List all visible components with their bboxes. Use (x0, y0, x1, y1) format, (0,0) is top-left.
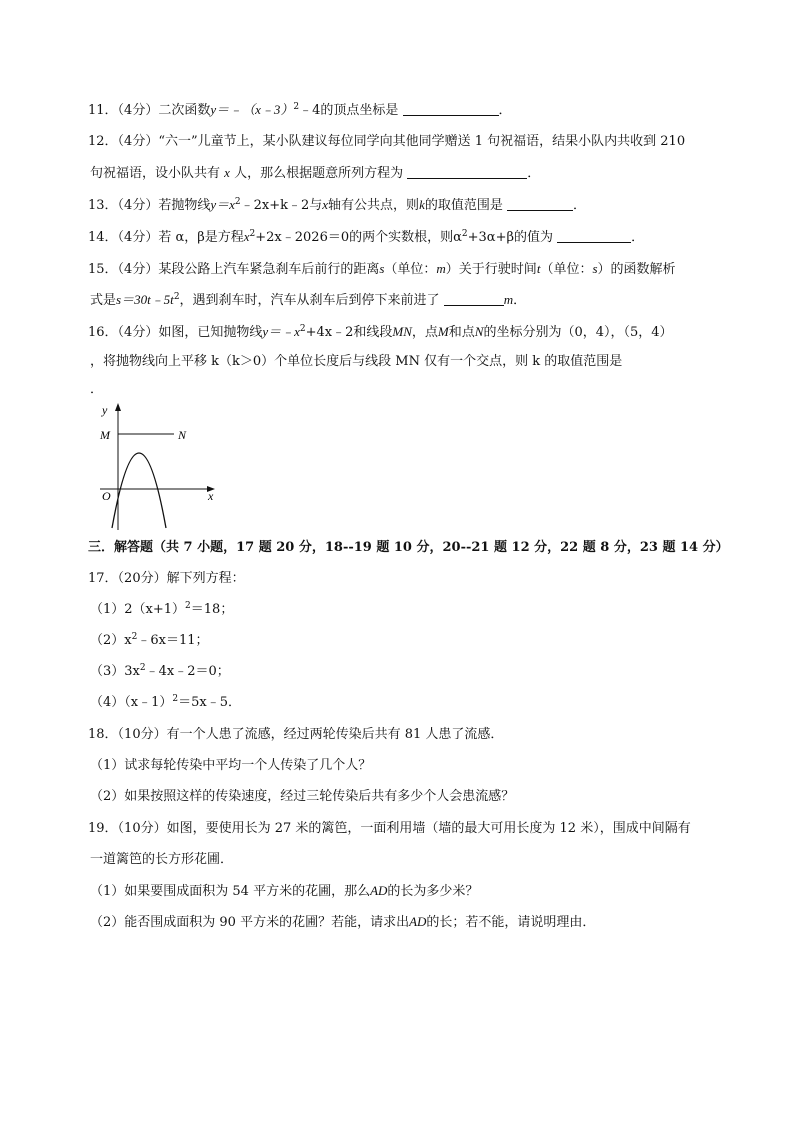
q15-answer-blank[interactable] (444, 293, 504, 306)
q19-part-2 (90, 913, 595, 932)
question-16-line2: ，将抛物线向上平移 k（k＞0）个单位长度后与线段 MN 仅有一个交点，则 k 的取值范围是 (90, 354, 623, 369)
q14-end: ． (631, 230, 645, 245)
q14-expr-d: +3α+β的值为 (467, 230, 553, 245)
q17-p1-exp: 2 (185, 601, 191, 611)
q19-p2-b: 的长；若不能，请说明理由． (426, 915, 596, 930)
q12-text-a: 句祝福语，设小队共有 (90, 166, 221, 181)
q12-answer-blank[interactable] (407, 166, 527, 179)
q13-x: x (322, 197, 329, 212)
q15-m: m (436, 261, 446, 276)
q14-expr-b: +2x﹣2026＝0的两个实数根，则 (255, 230, 454, 245)
parabola-figure (92, 400, 222, 535)
q17-p1-a: （1）2（x+1） (90, 602, 186, 617)
q18-part-2: （2）如果按照这样的传染速度，经过三轮传染后共有多少个人会患流感？ (90, 789, 515, 804)
q14-exp: 2 (249, 229, 256, 239)
q19-p1-a: （1）如果要围成面积为 54 平方米的花圃，那么 (90, 884, 371, 899)
question-16-line3: ． (90, 382, 104, 397)
q12-end: ． (527, 166, 541, 181)
q19-p1-b: 的长为多少米？ (387, 884, 479, 899)
question-12-line1: 12．（4分）“六一”儿童节上，某小队建议每位同学向其他同学赠送 1 句祝福语，结果小队内共收到 210 (88, 134, 686, 149)
q17-p3-b: ﹣4x﹣2＝0； (145, 664, 230, 679)
q11-end: ． (498, 103, 512, 118)
question-15-line2 (90, 291, 526, 310)
q13-suffix: 的取值范围是 (424, 198, 503, 213)
question-11 (88, 101, 512, 120)
q16-exp: 2 (299, 324, 306, 334)
y-axis-arrow (115, 403, 121, 411)
q12-var: x (224, 165, 230, 180)
q14-prefix: 14．（4分）若 α，β是方程 (88, 230, 244, 245)
y-label: y (102, 403, 108, 417)
question-17-title: 17．（20分）解下列方程： (88, 571, 245, 586)
q16-n: N (474, 324, 484, 339)
x-label: x (208, 489, 214, 503)
q19-p1-ad: AD (370, 883, 388, 898)
q19-part-1 (90, 882, 478, 901)
q13-end: ． (573, 198, 587, 213)
parabola-curve (112, 453, 166, 528)
q15-text-g: ，遇到刹车时，汽车从刹车后到停下来前进了 (179, 293, 440, 308)
section-3-heading: 三．解答题（共 7 小题，17 题 20 分，18--19 题 10 分，20--21 题 12 分，22 题 8 分，23 题 14 分） (88, 540, 729, 555)
q15-text-f: 式是 (90, 293, 117, 308)
q13-expr: y＝x (210, 197, 235, 212)
q16-mn: MN (392, 324, 412, 339)
q17-p3-exp: 2 (139, 663, 146, 673)
q12-text-b: 人，那么根据题意所列方程为 (234, 166, 404, 181)
q18-part-1: （1）试求每轮传染中平均一个人传染了几个人？ (90, 758, 372, 773)
q15-end: ． (513, 293, 527, 308)
q19-p2-a: （2）能否围成面积为 90 平方米的花圃？若能，请求出 (90, 915, 410, 930)
q13-answer-blank[interactable] (507, 198, 573, 211)
question-12-line2 (90, 164, 540, 183)
q19-p2-ad: AD (409, 914, 427, 929)
q17-part-1 (90, 601, 233, 619)
q16-text-c: ，点 (411, 325, 438, 340)
q15-t: t (536, 261, 541, 276)
q17-p4-b: ＝5x﹣5． (178, 695, 241, 710)
q16-expr: y＝﹣x (262, 324, 300, 339)
q16-expr-b: +4x﹣2和线段 (305, 325, 393, 340)
q17-p3-a: （3）3x (90, 664, 140, 679)
q11-expr: y＝﹣（x﹣3） (210, 102, 294, 117)
q17-p2-a: （2）x (90, 633, 132, 648)
q17-p4-a: （4）（x﹣1） (90, 695, 173, 710)
q15-text-a: 15．（4分）某段公路上汽车紧急刹车后前行的距离 (88, 262, 380, 277)
q14-expr: x (243, 229, 250, 244)
q13-exp: 2 (234, 197, 241, 207)
question-16-line1 (88, 323, 673, 342)
q11-rest: ﹣4的顶点坐标是 (299, 103, 399, 118)
q14-answer-blank[interactable] (557, 230, 631, 243)
q16-text-e: 的坐标分别为（0，4），（5，4） (483, 325, 673, 340)
q17-p1-b: ＝18； (190, 602, 234, 617)
q17-p2-b: ﹣6x＝11； (137, 633, 209, 648)
q15-formula: s＝30t﹣5t (116, 292, 174, 307)
q15-text-e: ）的函数解析 (597, 262, 676, 277)
q17-p4-exp: 2 (172, 694, 179, 704)
q17-p2-exp: 2 (131, 632, 138, 642)
q13-mid: 轴有公共点，则 (328, 198, 420, 213)
question-14 (88, 228, 644, 247)
q15-text-c: ）关于行驶时间 (445, 262, 537, 277)
question-19-line1: 19．（10分）如图，要使用长为 27 米的篱笆，一面利用墙（墙的最大可用长度为 12 米），围成中间隔有 (88, 821, 691, 836)
q15-exp: 2 (173, 292, 180, 302)
q17-part-4 (90, 694, 241, 712)
question-19-line2: 一道篱笆的长方形花圃． (90, 852, 234, 867)
q15-s: s (379, 261, 385, 276)
n-label: N (178, 428, 187, 442)
q15-unit: m (503, 292, 514, 307)
q13-prefix: 13．（4分）若抛物线 (88, 198, 211, 213)
q11-exp: 2 (293, 102, 300, 112)
q14-exp2: 2 (461, 229, 468, 239)
q13-expr-b: ﹣2x+k﹣2与 (240, 198, 323, 213)
q11-answer-blank[interactable] (403, 103, 499, 116)
q15-text-d: （单位： (540, 262, 593, 277)
origin-label: O (102, 489, 111, 503)
q13-k: k (419, 197, 425, 212)
question-18-title: 18．（10分）有一个人患了流感，经过两轮传染后共有 81 人患了流感． (88, 727, 504, 742)
q17-part-2 (90, 632, 209, 650)
q15-text-b: （单位： (384, 262, 437, 277)
question-15-line1 (88, 260, 676, 279)
q15-sunit: s (592, 261, 598, 276)
question-13 (88, 196, 586, 215)
q17-part-3 (90, 663, 230, 681)
m-label: M (100, 428, 110, 442)
q11-prefix: 11．（4分）二次函数 (88, 103, 211, 118)
q16-text-d: 和点 (448, 325, 475, 340)
q16-m: M (437, 324, 449, 339)
q16-text-a: 16．（4分）如图，已知抛物线 (88, 325, 263, 340)
q14-expr-c: α (453, 230, 462, 245)
